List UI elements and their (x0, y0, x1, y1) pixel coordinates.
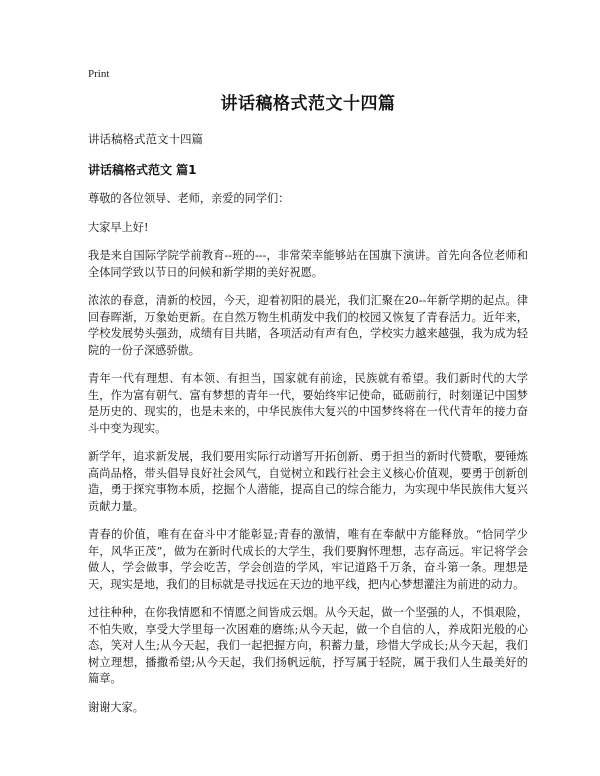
paragraph-youth: 青年一代有理想、有本领、有担当，国家就有前途，民族就有希望。我们新时代的大学生，作为富有朝气、富有梦想的青年一代，要始终牢记使命，砥砺前行，时刻谨记中国梦是历史的、现实的，也是未来的，中华民族伟大复兴的中国梦终将在一代代青年的接力奋斗中变为现实。 (88, 372, 528, 435)
paragraph-from-today: 过往种种，在你我情愿和不情愿之间皆成云烟。从今天起，做一个坚强的人，不惧艰险，不怕失败，享受大学里每一次困难的磨练;从今天起，做一个自信的人，养成阳光般的心态，笑对人生;从今天起，我们一起把握方向，积蓄力量，珍惜大学成长;从今天起，我们树立理想，播撒希望;从今天起，我们扬帆远航，抒写属于轻院，属于我们人生最美好的篇章。 (88, 606, 528, 685)
document-page (88, 66, 528, 728)
page-title: 讲话稿格式范文十四篇 (220, 94, 396, 114)
document-subtitle: 讲话稿格式范文十四篇 (88, 132, 203, 146)
print-link[interactable]: Print (88, 68, 110, 80)
paragraph-new-year: 新学年，追求新发展，我们要用实际行动谱写开拓创新、勇于担当的新时代赞歌，要锤炼高尚品格，带头倡导良好社会风气，自觉树立和践行社会主义核心价值观，要勇于创新创造，勇于探究事物本质，挖掘个人潜能，提高自己的综合能力，为实现中华民族伟大复兴贡献力量。 (88, 450, 528, 513)
paragraph-greeting: 尊敬的各位领导、老师，亲爱的同学们： (88, 192, 290, 205)
paragraph-intro: 我是来自国际学院学前教育--班的---，非常荣幸能够站在国旗下演讲。首先向各位老师和全体同学致以节日的问候和新学期的美好祝愿。 (88, 249, 528, 279)
paragraph-morning: 大家早上好! (88, 220, 149, 234)
paragraph-value: 青春的价值，唯有在奋斗中才能彰显;青春的激情，唯有在奉献中方能释放。“恰同学少年，风华正茂”，做为在新时代成长的大学生，我们要胸怀理想，志存高远。牢记将学会做人，学会做事，学会吃苦，学会创造的学风，牢记道路千万条，奋斗第一条。理想是天，现实是地，我们的目标就是寻找远在天边的地平线，把内心梦想灌注为前进的动力。 (88, 528, 528, 591)
section-heading: 讲话稿格式范文 篇1 (88, 163, 197, 177)
paragraph-thanks: 谢谢大家。 (88, 700, 144, 714)
paragraph-spring: 浓浓的春意，清新的校园，今天，迎着初阳的晨光，我们汇聚在20--年新学期的起点。律回春晖渐，万象始更新。在自然万物生机萌发中我们的校园又恢复了青春活力。近年来，学校发展势头强劲，成绩有目共睹，各项活动有声有色，学校实力越来越强，我为成为轻院的一份子深感骄傲。 (88, 294, 528, 357)
